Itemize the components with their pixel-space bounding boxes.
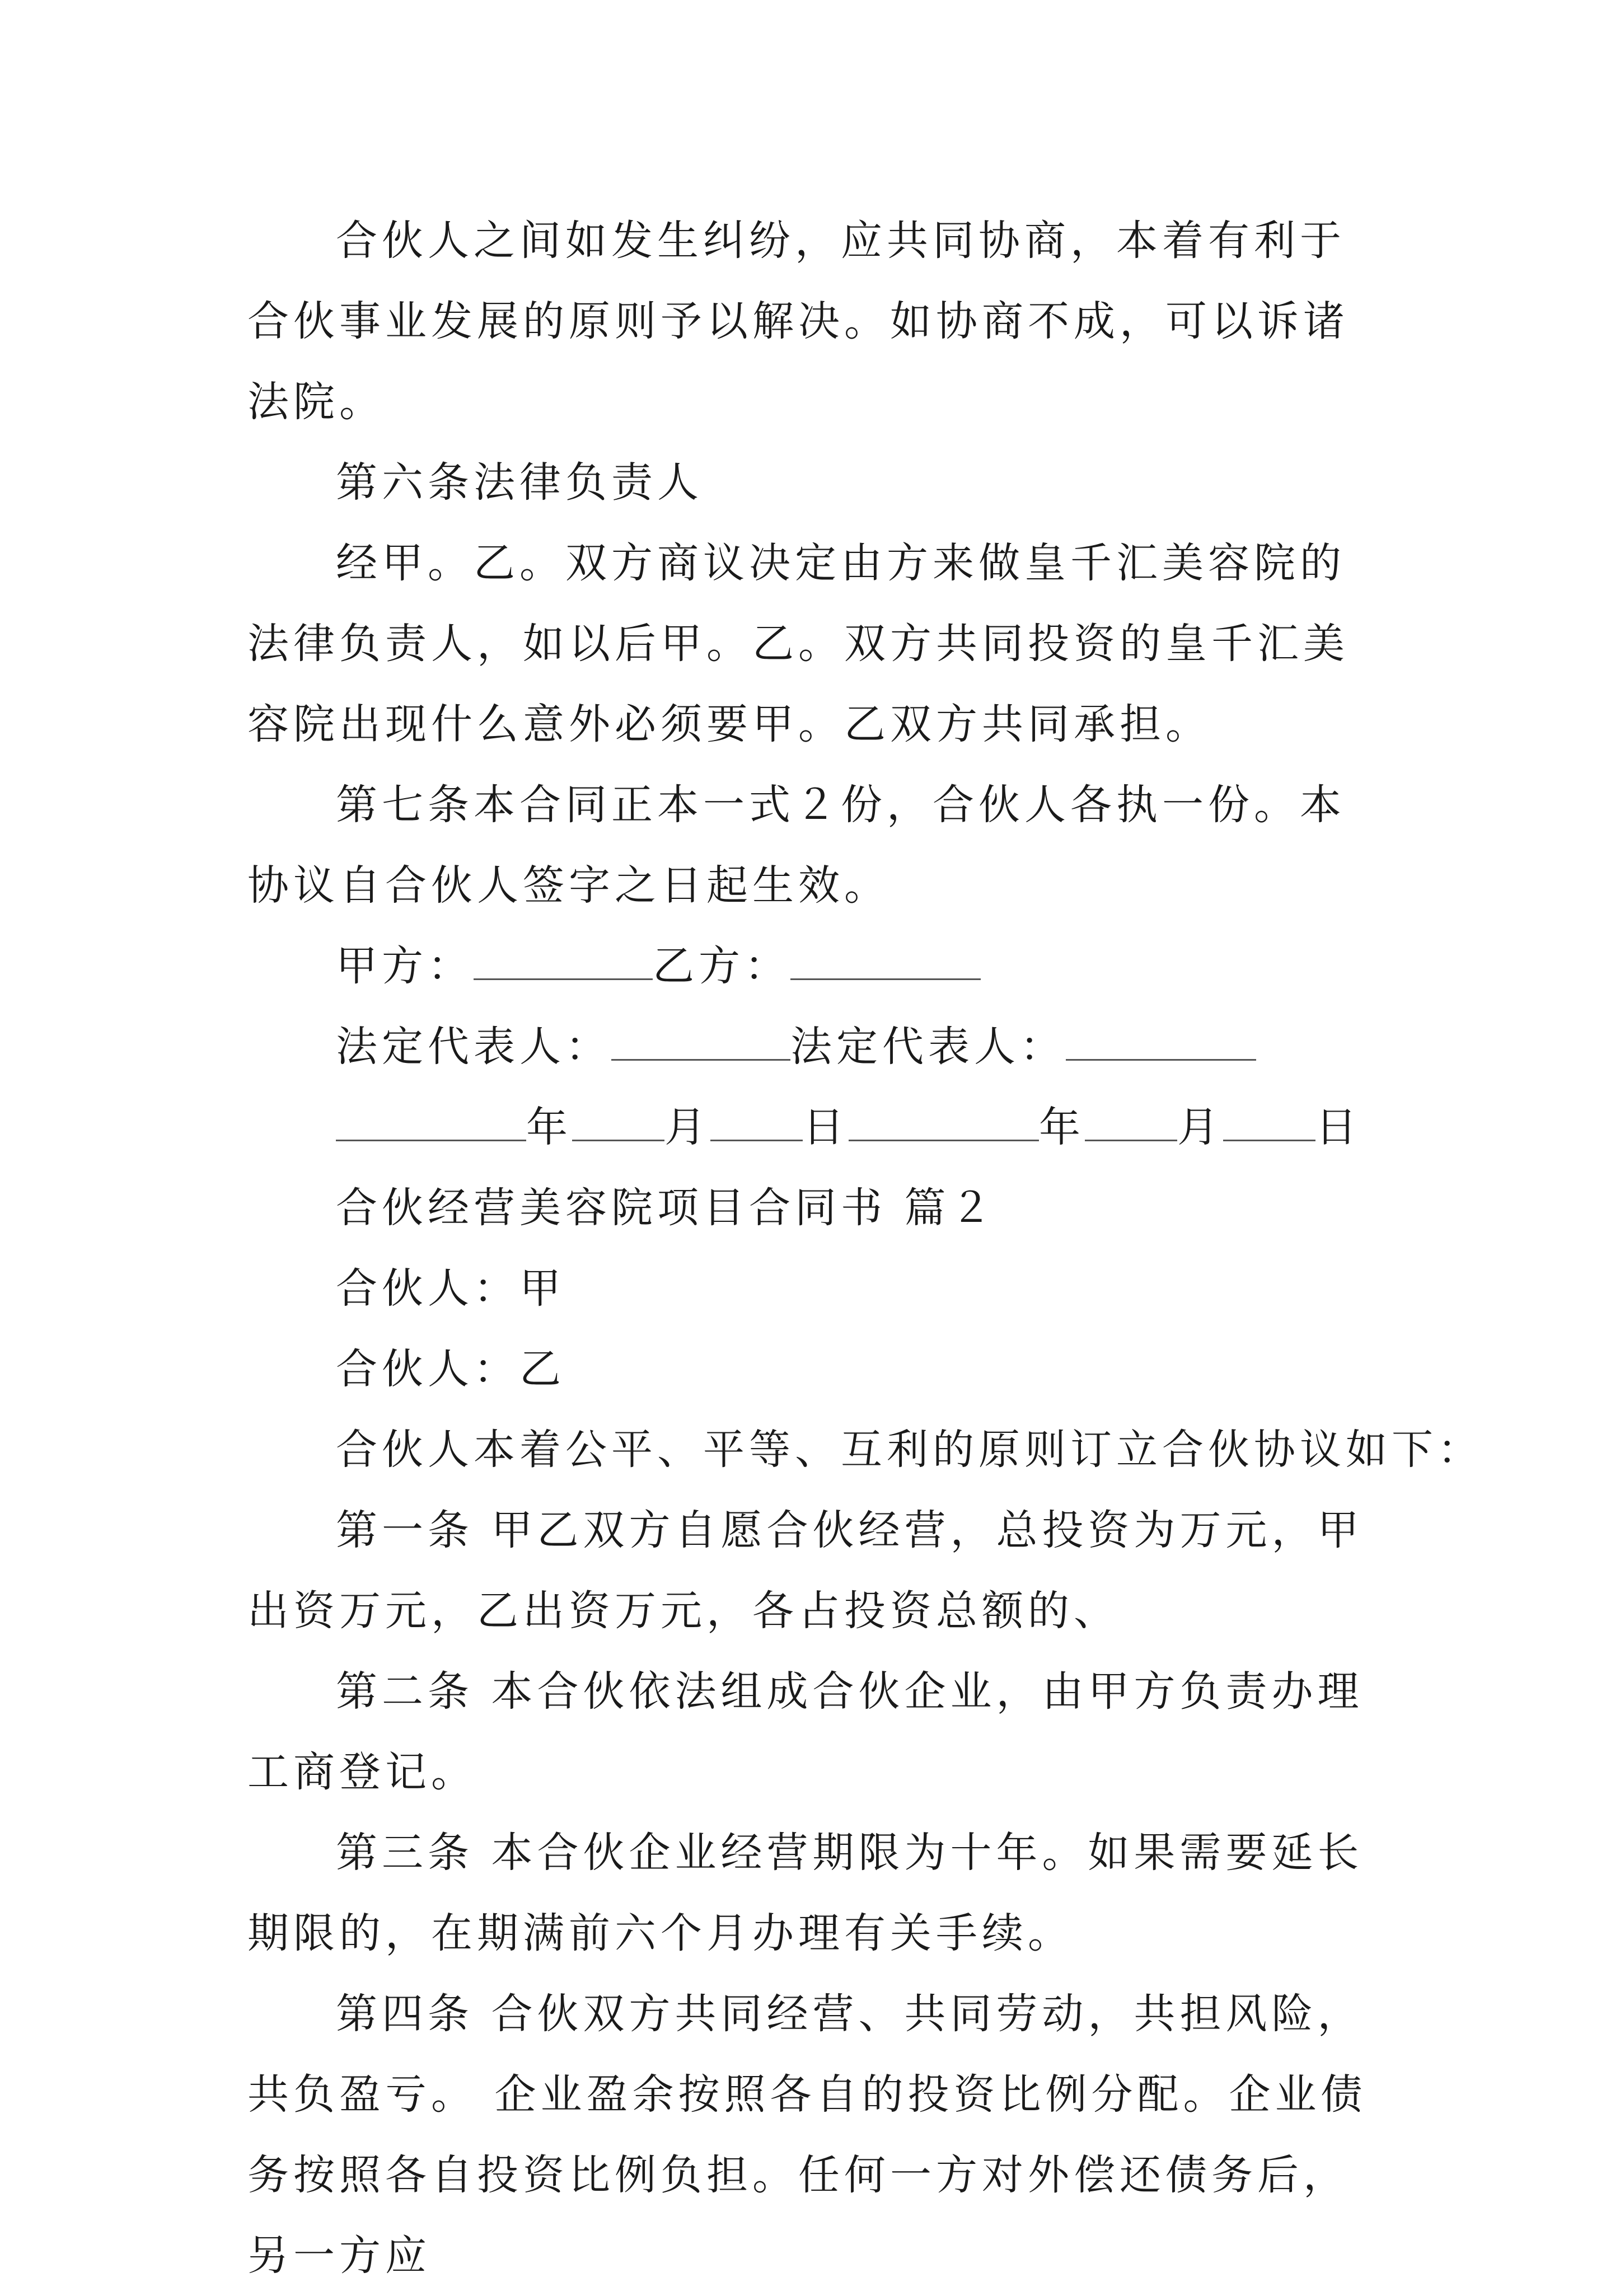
rep-a-blank <box>611 1025 790 1061</box>
paragraph-article-7: 第七条本合同正本一式２份，合伙人各执一份。本协议自合伙人签字之日起生效。 <box>247 781 1346 910</box>
article-1: 第一条 甲乙双方自愿合伙经营，总投资为万元，甲出资万元，乙出资万元，各占投资总额的、 <box>247 1506 1364 1635</box>
paragraph-dispute: 合伙人之间如发生纠纷，应共同协商，本着有利于合伙事业发展的原则予以解决。如协商不成，可以诉诸法院。 <box>247 217 1349 426</box>
signature-party-line <box>247 926 1382 1006</box>
partner-a-line: 合伙人：甲 <box>336 1264 565 1313</box>
section-2-title: 合伙经营美容院项目合同书 篇２ <box>336 1184 996 1232</box>
rep-b-blank <box>1066 1025 1256 1061</box>
paragraph-legal-representative: 经甲。乙。双方商议决定由方来做皇千汇美容院的法律负责人，如以后甲。乙。双方共同投资的皇千汇美容院出现什么意外必须要甲。乙双方共同承担。 <box>247 539 1349 748</box>
heading-article-6: 第六条法律负责人 <box>336 458 703 507</box>
document-body <box>247 200 1483 2296</box>
date-b-day-blank <box>1223 1106 1315 1141</box>
party-a-blank <box>474 945 653 980</box>
rep-b-label: 法定代表人： <box>790 1023 1066 1071</box>
date-b-month-blank <box>1085 1106 1177 1141</box>
party-b-blank <box>790 945 981 980</box>
date-a-year-blank <box>336 1106 526 1141</box>
agreement-intro: 合伙人本着公平、平等、互利的原则订立合伙协议如下： <box>336 1426 1483 1474</box>
signature-representative-line <box>247 1006 1382 1087</box>
article-3: 第三条 本合伙企业经营期限为十年。如果需要延长期限的，在期满前六个月办理有关手续。 <box>247 1829 1364 1957</box>
date-a-month-blank <box>572 1106 664 1141</box>
signature-date-line <box>247 1087 1382 1168</box>
date-b-year: 年 <box>1039 1103 1085 1151</box>
partner-b-line: 合伙人：乙 <box>336 1345 565 1393</box>
party-b-label: 乙方： <box>653 942 790 990</box>
date-b-month: 月 <box>1177 1103 1223 1151</box>
date-a-day-blank <box>710 1106 803 1141</box>
rep-a-label: 法定代表人： <box>336 1023 611 1071</box>
article-4: 第四条 合伙双方共同经营、共同劳动，共担风险，共负盈亏。 企业盈余按照各自的投资比例分配。企业债务按照各自投资比例负担。任何一方对外偿还债务后，另一方应 <box>247 1990 1367 2280</box>
date-a-day: 日 <box>803 1103 849 1151</box>
date-b-year-blank <box>849 1106 1039 1141</box>
date-a-year: 年 <box>526 1103 572 1151</box>
article-2: 第二条 本合伙依法组成合伙企业，由甲方负责办理工商登记。 <box>247 1667 1364 1796</box>
date-b-day: 日 <box>1315 1103 1361 1151</box>
date-a-month: 月 <box>664 1103 710 1151</box>
party-a-label: 甲方： <box>336 942 474 990</box>
